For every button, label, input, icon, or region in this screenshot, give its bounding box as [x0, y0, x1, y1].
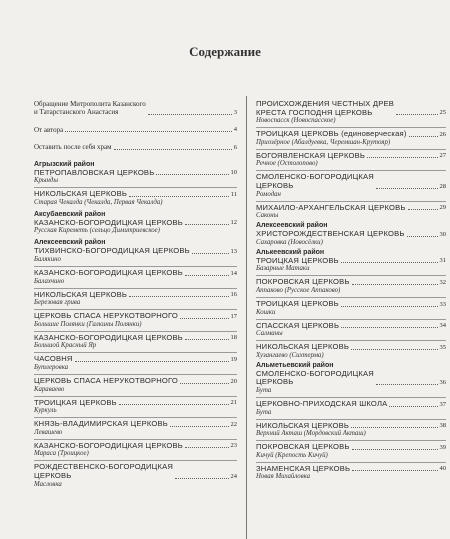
place-name: Большой Красный Яр — [34, 342, 97, 350]
separator-line — [34, 288, 237, 289]
page-number: 14 — [230, 269, 237, 277]
toc-entry[interactable] — [256, 130, 446, 147]
separator-line — [34, 417, 237, 418]
region-heading: Аксубаевский район — [34, 210, 106, 218]
place-name: Верхний Акташ (Мордовский Акташ) — [256, 430, 366, 438]
toc-entry[interactable] — [34, 420, 237, 437]
place-name: Масловка — [34, 480, 62, 488]
intro-title: Оставить после себя храм — [34, 143, 112, 152]
church-title: БОГОЯВЛЕНСКАЯ ЦЕРКОВЬ — [256, 150, 366, 160]
page-number: 36 — [439, 378, 446, 386]
toc-row — [256, 465, 446, 474]
church-title: ЧАСОВНЯ — [34, 354, 73, 364]
church-title: НИКОЛЬСКАЯ ЦЕРКОВЬ — [256, 342, 350, 352]
leader-dots — [389, 406, 437, 407]
page-number: 22 — [230, 420, 237, 428]
toc-entry[interactable] — [34, 334, 237, 351]
separator-line — [256, 462, 446, 463]
page-number: 10 — [230, 169, 237, 177]
page-number: 29 — [439, 204, 446, 212]
toc-left-column — [34, 100, 237, 493]
toc-entry[interactable] — [34, 161, 237, 186]
leader-dots — [367, 157, 437, 158]
place-name: Кичуй (Крепость Кичуй) — [256, 451, 328, 459]
church-title: НИКОЛЬСКАЯ ЦЕРКОВЬ — [256, 420, 350, 430]
toc-entry[interactable] — [34, 377, 237, 394]
leader-dots — [396, 114, 437, 115]
separator-line — [256, 275, 446, 276]
separator-line — [256, 340, 446, 341]
toc-row — [34, 312, 237, 321]
spacer — [34, 489, 237, 493]
separator-line — [256, 170, 446, 171]
leader-dots — [407, 236, 438, 237]
toc-entry[interactable] — [256, 222, 446, 247]
place-name: Сахаровка (Новосёлки) — [256, 238, 323, 246]
spacer — [256, 481, 446, 483]
page-number: 11 — [230, 190, 237, 198]
church-title: МИХАИЛО-АРХАНГЕЛЬСКАЯ ЦЕРКОВЬ — [256, 202, 406, 212]
church-title: ХРИСТОРОЖДЕСТВЕНСКАЯ ЦЕРКОВЬ — [256, 229, 405, 239]
page-number: 33 — [439, 300, 446, 308]
church-title: ТРОИЦКАЯ ЦЕРКОВЬ — [34, 397, 117, 407]
church-title: ПОКРОВСКАЯ ЦЕРКОВЬ — [256, 442, 350, 452]
church-title: ЗНАМЕНСКАЯ ЦЕРКОВЬ — [256, 463, 351, 473]
church-title: КАЗАНСКО-БОГОРОДИЦКАЯ ЦЕРКОВЬ — [34, 268, 183, 277]
page-number: 23 — [230, 442, 237, 450]
place-name: Мараса (Троицкое) — [34, 450, 89, 458]
place-name: Крынды — [34, 177, 58, 185]
toc-row — [256, 278, 446, 287]
toc-row — [256, 322, 446, 331]
page-number: 40 — [439, 465, 446, 473]
page-number: 20 — [230, 377, 237, 385]
place-name: Речное (Остолопово) — [256, 160, 318, 168]
leader-dots — [185, 447, 229, 448]
toc-row — [34, 334, 237, 343]
toc-entry[interactable] — [256, 300, 446, 317]
toc-row — [256, 152, 446, 161]
page-number: 18 — [230, 334, 237, 342]
toc-row — [256, 300, 446, 309]
region-heading: Альметьевский район — [256, 361, 334, 369]
toc-entry[interactable] — [34, 269, 237, 286]
church-title: НИКОЛЬСКАЯ ЦЕРКОВЬ — [34, 289, 128, 299]
page-number: 27 — [439, 152, 446, 160]
separator-line — [256, 440, 446, 441]
leader-dots — [129, 296, 228, 297]
church-title: РОЖДЕСТВЕНСКО-БОГОРОДИЦКАЯ ЦЕРКОВЬ — [34, 462, 174, 480]
toc-row — [256, 343, 446, 352]
page-title: Содержание — [189, 44, 261, 59]
toc-row — [34, 442, 237, 451]
toc-row — [34, 126, 237, 134]
place-name: Базарные Матаки — [256, 265, 310, 273]
toc-entry[interactable] — [256, 204, 446, 221]
toc-row — [256, 204, 446, 213]
toc-entry[interactable] — [34, 291, 237, 308]
page-number: 39 — [439, 443, 446, 451]
leader-dots — [376, 188, 438, 189]
page-number: 34 — [439, 322, 446, 330]
toc-entry[interactable] — [34, 442, 237, 459]
leader-dots — [185, 275, 229, 276]
toc-entry[interactable] — [34, 190, 237, 207]
toc-row — [34, 100, 237, 117]
page-number: 25 — [439, 109, 446, 117]
separator-line — [256, 201, 446, 202]
separator-line — [34, 396, 237, 397]
separator-line — [34, 460, 237, 461]
toc-entry[interactable] — [34, 239, 237, 264]
page-number: 28 — [439, 182, 446, 190]
toc-entry-intro[interactable] — [34, 126, 237, 134]
church-title: СМОЛЕНСКО-БОГОРОДИЦКАЯ ЦЕРКОВЬ — [256, 368, 374, 387]
place-name: Балякино — [34, 256, 61, 263]
church-title: ТРОИЦКАЯ ЦЕРКОВЬ (единоверческая) — [256, 129, 407, 139]
place-name: Караваево — [34, 385, 65, 393]
place-name: Куркуль — [34, 407, 57, 415]
toc-row — [256, 130, 446, 139]
church-title: ТИХВИНСКО-БОГОРОДИЦКАЯ ЦЕРКОВЬ — [34, 246, 190, 256]
place-name: Русская Киреметь (сельцо Димитриевское) — [34, 227, 160, 235]
toc-row — [34, 377, 237, 386]
separator-line — [34, 352, 237, 353]
page-number: 3 — [233, 108, 237, 116]
separator-line — [256, 127, 446, 128]
place-name: Бута — [256, 408, 272, 416]
toc-row — [34, 247, 237, 256]
leader-dots — [114, 149, 232, 150]
leader-dots — [352, 470, 437, 471]
leader-dots — [341, 327, 437, 328]
toc-row — [256, 173, 446, 190]
toc-entry[interactable] — [256, 443, 446, 460]
column-divider — [246, 96, 247, 539]
separator-line — [34, 187, 237, 188]
toc-entry[interactable] — [256, 343, 446, 360]
page-number: 26 — [439, 130, 446, 138]
leader-dots — [156, 174, 228, 175]
toc-row — [256, 400, 446, 409]
place-name: Аппаково (Русское Аппаково) — [256, 286, 341, 294]
leader-dots — [341, 262, 438, 263]
toc-entry[interactable] — [256, 362, 446, 395]
place-name: Кошки — [256, 308, 276, 316]
leader-dots — [148, 114, 232, 115]
toc-row — [34, 399, 237, 408]
place-name: Бута — [256, 386, 272, 394]
page-number: 19 — [230, 355, 237, 363]
place-name: Березовая грива — [34, 299, 81, 307]
church-title: ТРОИЦКАЯ ЦЕРКОВЬ — [256, 298, 339, 308]
leader-dots — [192, 253, 229, 254]
leader-dots — [408, 209, 438, 210]
leader-dots — [352, 284, 438, 285]
place-name: Старая Чекалда (Чекалда, Первая Чекалда) — [34, 198, 163, 206]
church-title: КАЗАНСКО-БОГОРОДИЦКАЯ ЦЕРКОВЬ — [34, 217, 183, 227]
toc-row — [256, 257, 446, 266]
toc-row — [34, 463, 237, 480]
separator-line — [256, 319, 446, 320]
church-title: ПРОИСХОЖДЕНИЯ ЧЕСТНЫХ ДРЕВ КРЕСТА ГОСПОДНЯ ЦЕРКОВЬ — [256, 99, 395, 117]
page-number: 13 — [230, 248, 237, 255]
leader-dots — [185, 339, 229, 340]
separator-line — [34, 374, 237, 375]
toc-entry[interactable] — [256, 173, 446, 198]
leader-dots — [180, 383, 228, 384]
page-number: 4 — [233, 126, 237, 134]
toc-entry[interactable] — [256, 100, 446, 125]
place-name: Новая Михайловка — [256, 473, 311, 481]
place-name: Левашево — [34, 428, 63, 436]
page-number: 31 — [439, 257, 446, 265]
toc-entry-intro[interactable] — [34, 100, 237, 117]
toc-entry[interactable] — [34, 463, 237, 488]
leader-dots — [75, 361, 229, 362]
toc-row — [34, 355, 237, 364]
region-heading: Агрызский район — [34, 160, 95, 168]
leader-dots — [129, 196, 229, 197]
church-title: ЦЕРКОВНО-ПРИХОДСКАЯ ШКОЛА — [256, 398, 388, 408]
church-title: ЦЕРКОВЬ СПАСА НЕРУКОТВОРНОГО — [34, 375, 179, 385]
page-number: 21 — [230, 399, 237, 407]
church-title: ЦЕРКОВЬ СПАСА НЕРУКОТВОРНОГО — [34, 311, 179, 321]
church-title: НИКОЛЬСКАЯ ЦЕРКОВЬ — [34, 189, 128, 199]
region-heading: Алексеевский район — [34, 239, 106, 247]
intro-title: Обращение Митрополита Казанского и Татарстанского Анастасия — [34, 100, 146, 117]
place-name: Бутлеровка — [34, 363, 69, 371]
page-number: 38 — [439, 422, 446, 430]
separator-line — [256, 149, 446, 150]
leader-dots — [65, 131, 232, 132]
page-number: 16 — [230, 291, 237, 299]
toc-row — [256, 443, 446, 452]
toc-entry[interactable] — [34, 355, 237, 372]
toc-entry[interactable] — [256, 152, 446, 169]
page-number: 17 — [230, 312, 237, 320]
church-title: КАЗАНСКО-БОГОРОДИЦКАЯ ЦЕРКОВЬ — [34, 440, 183, 450]
toc-row — [34, 420, 237, 429]
toc-row — [256, 100, 446, 117]
toc-entry[interactable] — [256, 465, 446, 482]
toc-entry[interactable] — [34, 399, 237, 416]
toc-entry[interactable] — [256, 422, 446, 439]
place-name: Новоспасск (Новоспасское) — [256, 117, 336, 125]
church-title: КНЯЗЬ-ВЛАДИМИРСКАЯ ЦЕРКОВЬ — [34, 419, 168, 429]
toc-row — [256, 230, 446, 239]
place-name: Приозёрное (Абалдуевка, Черемшан-Крутояр) — [256, 138, 391, 146]
place-name: Большие Полянки (Галкины Полянки) — [34, 320, 142, 328]
separator-line — [256, 419, 446, 420]
page-number: 32 — [439, 278, 446, 286]
separator-line — [34, 309, 237, 310]
church-title: КАЗАНСКО-БОГОРОДИЦКАЯ ЦЕРКОВЬ — [34, 332, 183, 342]
separator-line — [34, 331, 237, 332]
toc-entry[interactable] — [256, 249, 446, 274]
church-title: ПОКРОВСКАЯ ЦЕРКОВЬ — [256, 277, 350, 287]
place-name: Салманы — [256, 330, 283, 338]
leader-dots — [185, 224, 229, 225]
church-title: ТРОИЦКАЯ ЦЕРКОВЬ — [256, 255, 339, 265]
place-name: Хузангаево (Сихтерма) — [256, 351, 324, 359]
leader-dots — [409, 136, 438, 137]
separator-line — [256, 397, 446, 398]
toc-row — [34, 169, 237, 178]
place-name: Саконы — [256, 212, 279, 220]
toc-entry[interactable] — [256, 278, 446, 295]
church-title: СПАССКАЯ ЦЕРКОВЬ — [256, 320, 340, 330]
leader-dots — [170, 426, 229, 427]
page-number: 6 — [233, 143, 237, 151]
toc-row — [256, 370, 446, 387]
toc-row — [34, 143, 237, 151]
leader-dots — [180, 318, 228, 319]
page-number: 24 — [230, 472, 237, 480]
church-title: ПЕТРОПАВЛОВСКАЯ ЦЕРКОВЬ — [34, 167, 155, 177]
separator-line — [34, 266, 237, 267]
region-heading: Алькеевский район — [256, 248, 325, 256]
toc-right-column — [256, 100, 446, 483]
leader-dots — [341, 306, 438, 307]
leader-dots — [119, 404, 229, 405]
leader-dots — [352, 449, 438, 450]
intro-title: От автора — [34, 125, 64, 134]
toc-row — [34, 291, 237, 300]
page-number: 30 — [439, 230, 446, 238]
page-number: 35 — [439, 343, 446, 351]
separator-line — [34, 439, 237, 440]
toc-row — [256, 422, 446, 431]
toc-entry[interactable] — [256, 400, 446, 417]
toc-row — [34, 190, 237, 199]
leader-dots — [175, 478, 228, 479]
separator-line — [256, 297, 446, 298]
place-name: Ромодан — [256, 190, 281, 198]
church-title: СМОЛЕНСКО-БОГОРОДИЦКАЯ ЦЕРКОВЬ — [256, 172, 374, 190]
toc-entry[interactable] — [256, 322, 446, 339]
toc-row — [34, 219, 237, 228]
leader-dots — [351, 427, 437, 428]
leader-dots — [376, 384, 438, 385]
toc-entry-intro[interactable] — [34, 143, 237, 151]
page-number: 12 — [230, 219, 237, 227]
toc-entry[interactable] — [34, 312, 237, 329]
leader-dots — [351, 349, 437, 350]
toc-entry[interactable] — [34, 211, 237, 236]
toc-row — [34, 269, 237, 278]
place-name: Балахчино — [34, 277, 65, 285]
page-number: 37 — [439, 400, 446, 408]
region-heading: Алексеевский район — [256, 222, 328, 230]
